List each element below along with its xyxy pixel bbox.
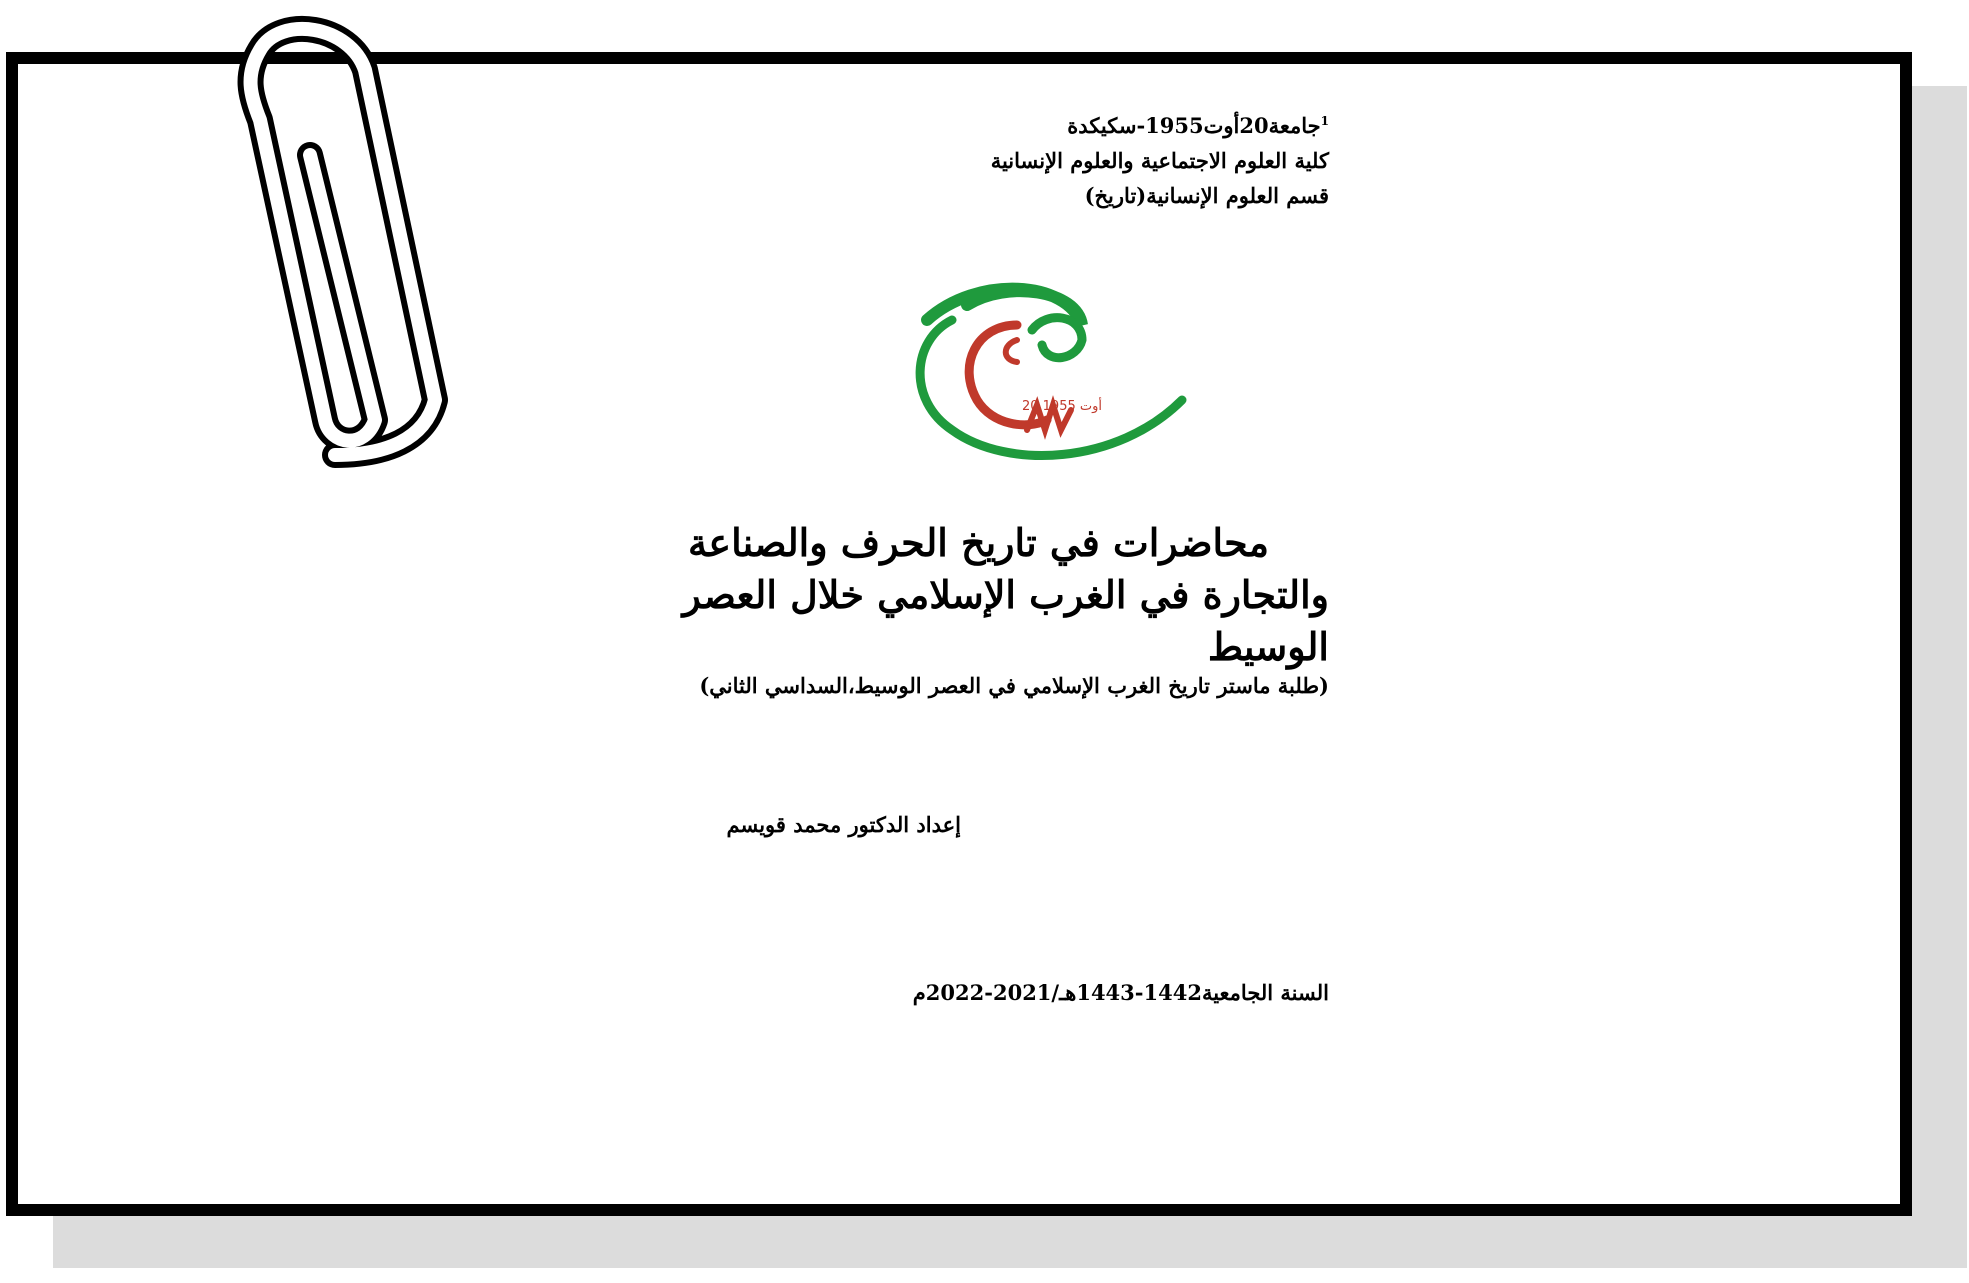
title-line-3: الوسيط [1207,624,1329,669]
logo-lettering: 20 أوت 1955 [1021,399,1103,414]
university-text: جامعة20أوت1955-سكيكدة [1067,113,1321,138]
faculty-name: كلية العلوم الاجتماعية والعلوم الإنسانية [990,148,1329,173]
department-name: قسم العلوم الإنسانية(تاريخ) [1084,183,1329,208]
academic-year: السنة الجامعية1442-1443هـ/2021-2022م [912,980,1329,1005]
document-title [629,517,1329,673]
title-line-2: والتجارة في الغرب الإسلامي خلال العصر [682,572,1329,617]
university-name [991,104,1329,143]
document-subtitle: (طلبة ماستر تاريخ الغرب الإسلامي في العصر الوسيط،السداسي الثاني) [699,673,1329,698]
footnote-marker: 1 [1320,114,1329,128]
title-line-1: محاضرات في تاريخ الحرف والصناعة [688,520,1269,565]
paperclip-icon [225,0,455,520]
institution-header [991,104,1329,213]
university-logo [897,280,1187,470]
author-line: إعداد الدكتور محمد قويسم [726,812,961,837]
